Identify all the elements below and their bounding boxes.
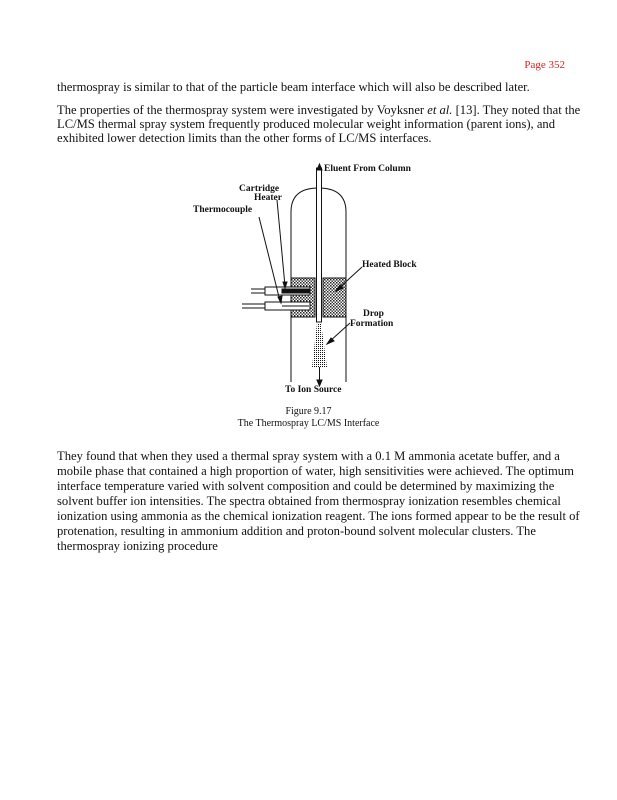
figure-caption: The Thermospray LC/MS Interface bbox=[237, 418, 380, 429]
label-heater: Heater bbox=[254, 193, 282, 203]
paragraph-3-line: solvent buffer ion intensities. The spectra obtained from thermospray ionization resembles chemical bbox=[57, 494, 561, 508]
label-thermocouple: Thermocouple bbox=[193, 205, 253, 215]
page-number: Page 352 bbox=[524, 59, 565, 71]
paragraph-3-line: interface temperature varied with solvent composition and could be determined by maximizing the bbox=[57, 479, 555, 493]
paragraph-1-line: thermospray is similar to that of the particle beam interface which will also be described later. bbox=[57, 80, 530, 94]
citation-italic: et al. bbox=[427, 103, 453, 117]
paragraph-3-line: They found that when they used a thermal spray system with a 0.1 M ammonia acetate buffer, and a bbox=[57, 449, 560, 463]
heated-block-right bbox=[323, 278, 346, 317]
capillary-tube bbox=[317, 168, 322, 322]
paragraph-3-line: protenation, resulting in ammonium addition and proton-bound solvent molecular clusters. The bbox=[57, 524, 536, 538]
paragraph-2-line: exhibited lower detection limits than the other forms of LC/MS interfaces. bbox=[57, 131, 432, 145]
paragraph-3-line: ionization using ammonia as the chemical ionization reagent. The ions formed appear to be the result of bbox=[57, 509, 580, 523]
figure-number: Figure 9.17 bbox=[285, 406, 332, 417]
text: The properties of the thermospray system were investigated by Voyksner bbox=[57, 103, 428, 117]
text: [13]. They noted that the bbox=[452, 103, 581, 117]
paragraph-3-line: mobile phase that contained a high proportion of water, high sensitivities were achieved. The optimum bbox=[57, 464, 574, 478]
heated-block-left bbox=[291, 278, 315, 317]
spray-cone bbox=[312, 323, 327, 367]
label-eluent: Eluent From Column bbox=[324, 164, 411, 174]
label-drop: Drop bbox=[363, 309, 384, 319]
paragraph-2-line: LC/MS thermal spray system frequently produced molecular weight information (parent ions), and bbox=[57, 117, 556, 131]
label-heated-block: Heated Block bbox=[362, 260, 417, 270]
paragraph-3-line: thermospray ionizing procedure bbox=[57, 539, 218, 553]
label-formation: Formation bbox=[350, 319, 394, 329]
label-ion-source: To Ion Source bbox=[285, 385, 342, 395]
eluent-arrow bbox=[317, 164, 322, 170]
label-cartridge: Cartridge bbox=[239, 184, 280, 194]
